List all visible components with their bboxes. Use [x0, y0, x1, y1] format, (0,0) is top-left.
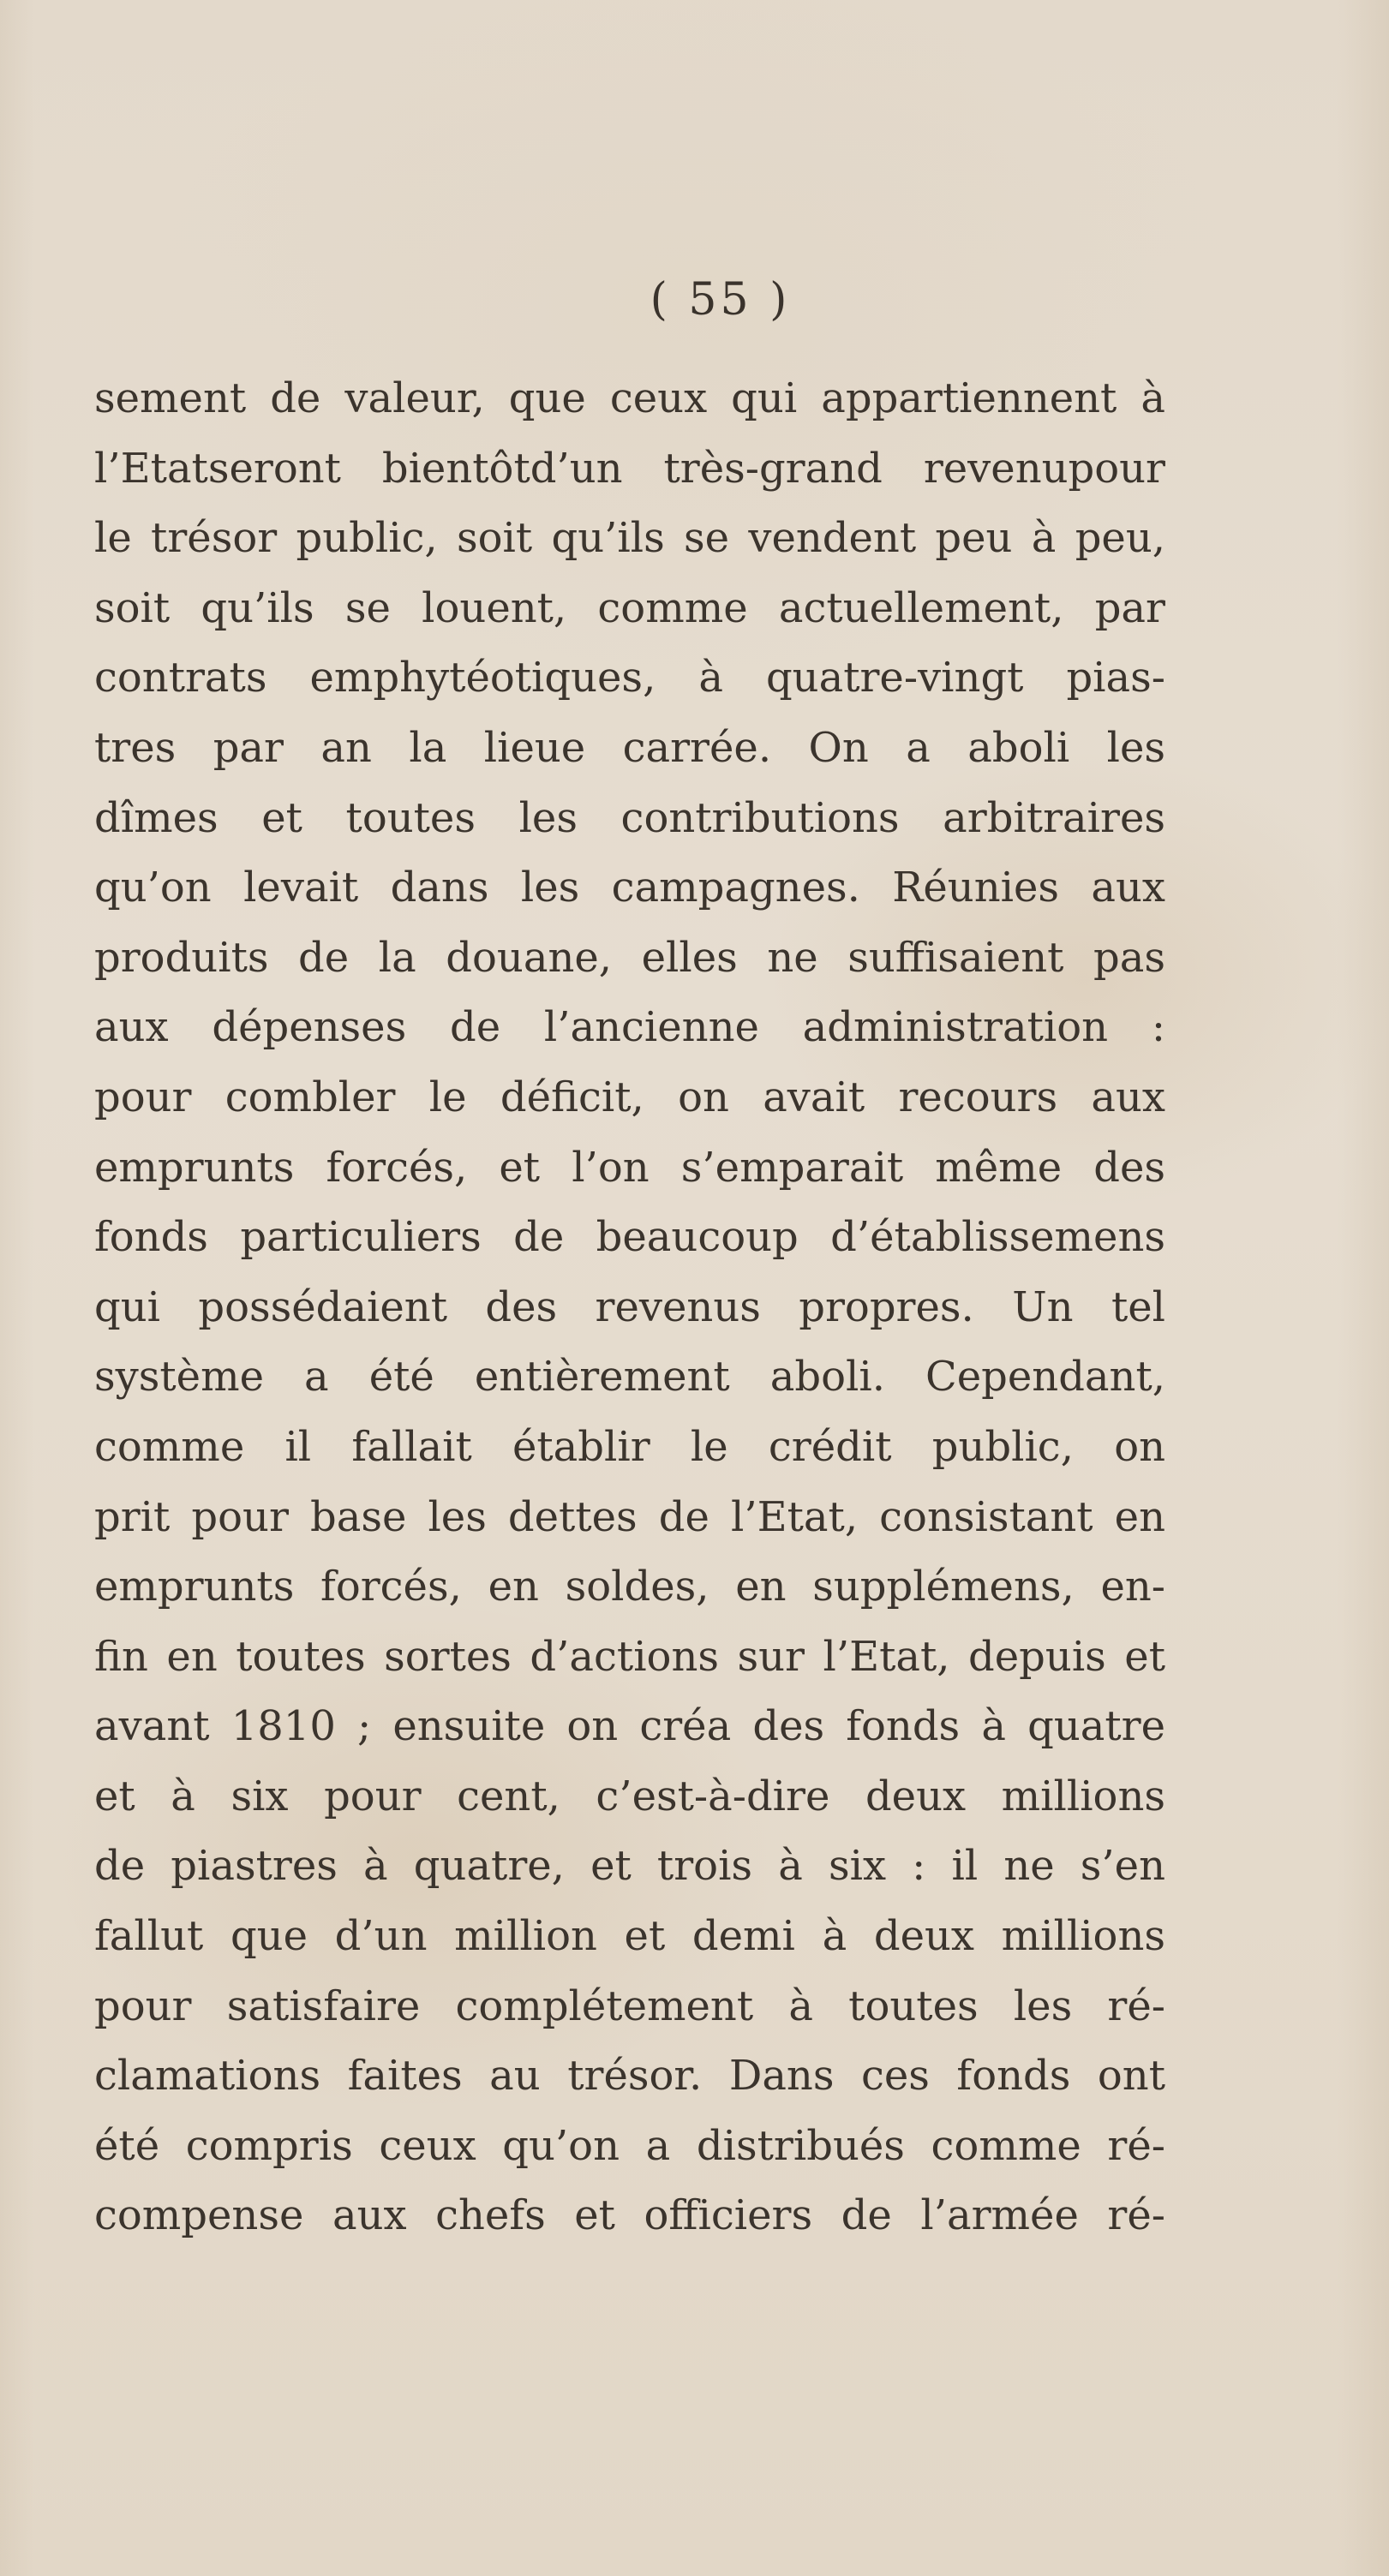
text-line: et à six pour cent, c’est-à-dire deux millions — [94, 1772, 1165, 1820]
text-line: fonds particuliers de beaucoup d’établissemens — [94, 1213, 1165, 1262]
text-line: prit pour base les dettes de l’Etat, consistant en — [94, 1492, 1165, 1541]
body-text — [94, 364, 1165, 2251]
text-line: soit qu’ils se louent, comme actuellement, par — [94, 583, 1165, 632]
text-line: fin en toutes sortes d’actions sur l’Etat, depuis et — [94, 1632, 1165, 1681]
text-line: le trésor public, soit qu’ils se vendent peu à peu, — [94, 514, 1165, 563]
text-line: tres par an la lieue carrée. On a aboli les — [94, 723, 1165, 772]
text-line: sement de valeur, que ceux qui appartiennent à — [94, 374, 1165, 422]
text-line: avant 1810 ; ensuite on créa des fonds à quatre — [94, 1702, 1165, 1751]
text-line: produits de la douane, elles ne suffisaient pas — [94, 933, 1165, 982]
text-line: de piastres à quatre, et trois à six : il ne s’en — [94, 1842, 1165, 1891]
text-line: emprunts forcés, en soldes, en supplémens, en- — [94, 1563, 1165, 1611]
text-line: pour combler le déficit, on avait recours aux — [94, 1073, 1165, 1121]
text-line: clamations faites au trésor. Dans ces fonds ont — [94, 2052, 1165, 2101]
text-line: l’Etatseront bientôtd’un très-grand revenupour — [94, 444, 1165, 493]
text-line: fallut que d’un million et demi à deux millions — [94, 1912, 1165, 1961]
text-line: pour satisfaire complétement à toutes les ré- — [94, 1981, 1165, 2030]
text-line: comme il fallait établir le crédit public, on — [94, 1422, 1165, 1471]
text-line: qu’on levait dans les campagnes. Réunies aux — [94, 864, 1165, 912]
text-line: dîmes et toutes les contributions arbitraires — [94, 793, 1165, 842]
text-line: contrats emphytéotiques, à quatre-vingt pias- — [94, 654, 1165, 702]
page-number: ( 55 ) — [650, 274, 791, 326]
text-line: été compris ceux qu’on a distribués comme ré- — [94, 2121, 1165, 2170]
text-line: qui possédaient des revenus propres. Un tel — [94, 1282, 1165, 1331]
text-line: aux dépenses de l’ancienne administration : — [94, 1003, 1165, 1052]
text-line: emprunts forcés, et l’on s’emparait même des — [94, 1143, 1165, 1192]
text-line: compense aux chefs et officiers de l’armée ré- — [94, 2191, 1165, 2240]
text-line: système a été entièrement aboli. Cependant, — [94, 1353, 1165, 1402]
